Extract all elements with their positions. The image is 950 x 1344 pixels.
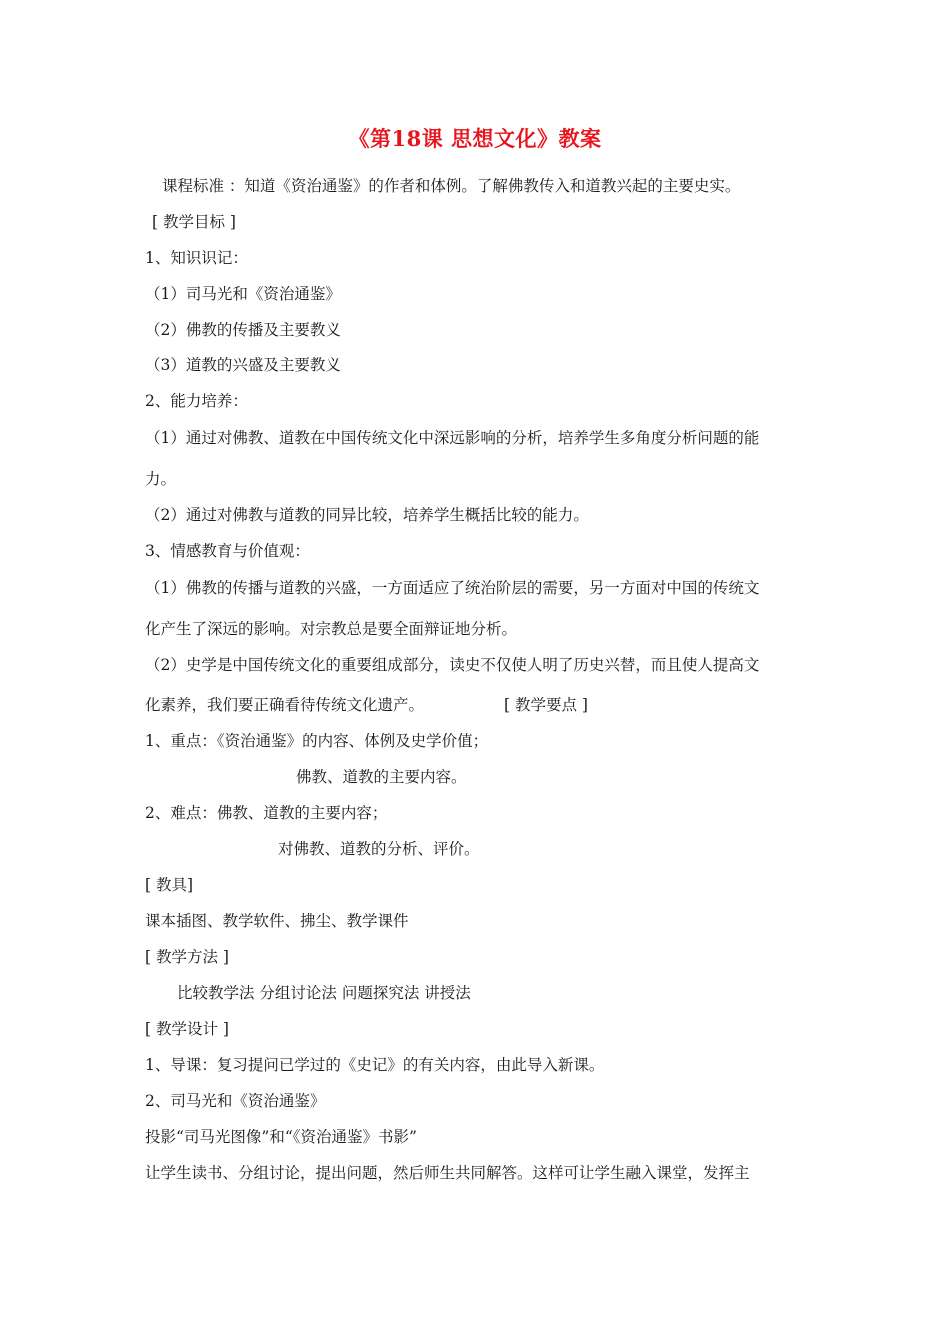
ability-item-2: （2）通过对佛教与道教的同异比较，培养学生概括比较的能力。 bbox=[145, 506, 589, 524]
design-discussion: 让学生读书、分组讨论，提出问题，然后师生共同解答。这样可让学生融入课堂，发挥主 bbox=[145, 1164, 750, 1182]
section-heading-teaching-design: [ 教学设计 ] bbox=[145, 1020, 229, 1038]
knowledge-item-1: （1）司马光和《资治通鉴》 bbox=[145, 285, 341, 303]
design-step-1: 1、导课：复习提问已学过的《史记》的有关内容，由此导入新课。 bbox=[145, 1056, 605, 1074]
teaching-aids: 课本插图、教学软件、拂尘、教学课件 bbox=[145, 912, 409, 930]
ability-item-1: （1）通过对佛教、道教在中国传统文化中深远影响的分析，培养学生多角度分析问题的能 bbox=[145, 429, 760, 447]
difficult-point: 2、难点：佛教、道教的主要内容； bbox=[145, 804, 388, 822]
ability-item-1-cont: 力。 bbox=[145, 470, 177, 488]
section-heading-teaching-methods: [ 教学方法 ] bbox=[145, 948, 229, 966]
emotion-heading: 3、情感教育与价值观： bbox=[145, 542, 310, 560]
difficult-point-cont: 对佛教、道教的分析、评价。 bbox=[278, 840, 480, 858]
design-step-2: 2、司马光和《资治通鉴》 bbox=[145, 1092, 326, 1110]
teaching-methods: 比较教学法 分组讨论法 问题探究法 讲授法 bbox=[177, 984, 471, 1002]
course-standard: 课程标准 ：知道《资治通鉴》的作者和体例。了解佛教传入和道教兴起的主要史实。 bbox=[162, 177, 741, 195]
emotion-item-1-cont: 化产生了深远的影响。对宗教总是要全面辩证地分析。 bbox=[145, 620, 518, 638]
emotion-item-1: （1）佛教的传播与道教的兴盛，一方面适应了统治阶层的需要，另一方面对中国的传统文 bbox=[145, 579, 760, 597]
design-projection: 投影“司马光图像”和“《资治通鉴》书影” bbox=[145, 1128, 417, 1146]
document-title: 《第18课 思想文化》教案 bbox=[348, 126, 602, 151]
emotion-item-2: （2）史学是中国传统文化的重要组成部分，读史不仅使人明了历史兴替，而且使人提高文 bbox=[145, 656, 760, 674]
ability-heading: 2、能力培养： bbox=[145, 392, 248, 410]
knowledge-item-2: （2）佛教的传播及主要教义 bbox=[145, 321, 341, 339]
key-point: 1、重点：《资治通鉴》的内容、体例及史学价值； bbox=[145, 732, 489, 750]
knowledge-heading: 1、知识识记： bbox=[145, 249, 248, 267]
section-heading-key-points: [ 教学要点 ] bbox=[504, 696, 588, 714]
knowledge-item-3: （3）道教的兴盛及主要教义 bbox=[145, 356, 341, 374]
emotion-item-2-cont: 化素养，我们要正确看待传统文化遗产。 bbox=[145, 696, 425, 714]
key-point-cont: 佛教、道教的主要内容。 bbox=[296, 768, 467, 786]
section-heading-teaching-goals: [ 教学目标 ] bbox=[152, 213, 236, 231]
section-heading-teaching-aids: [ 教具] bbox=[145, 876, 194, 894]
